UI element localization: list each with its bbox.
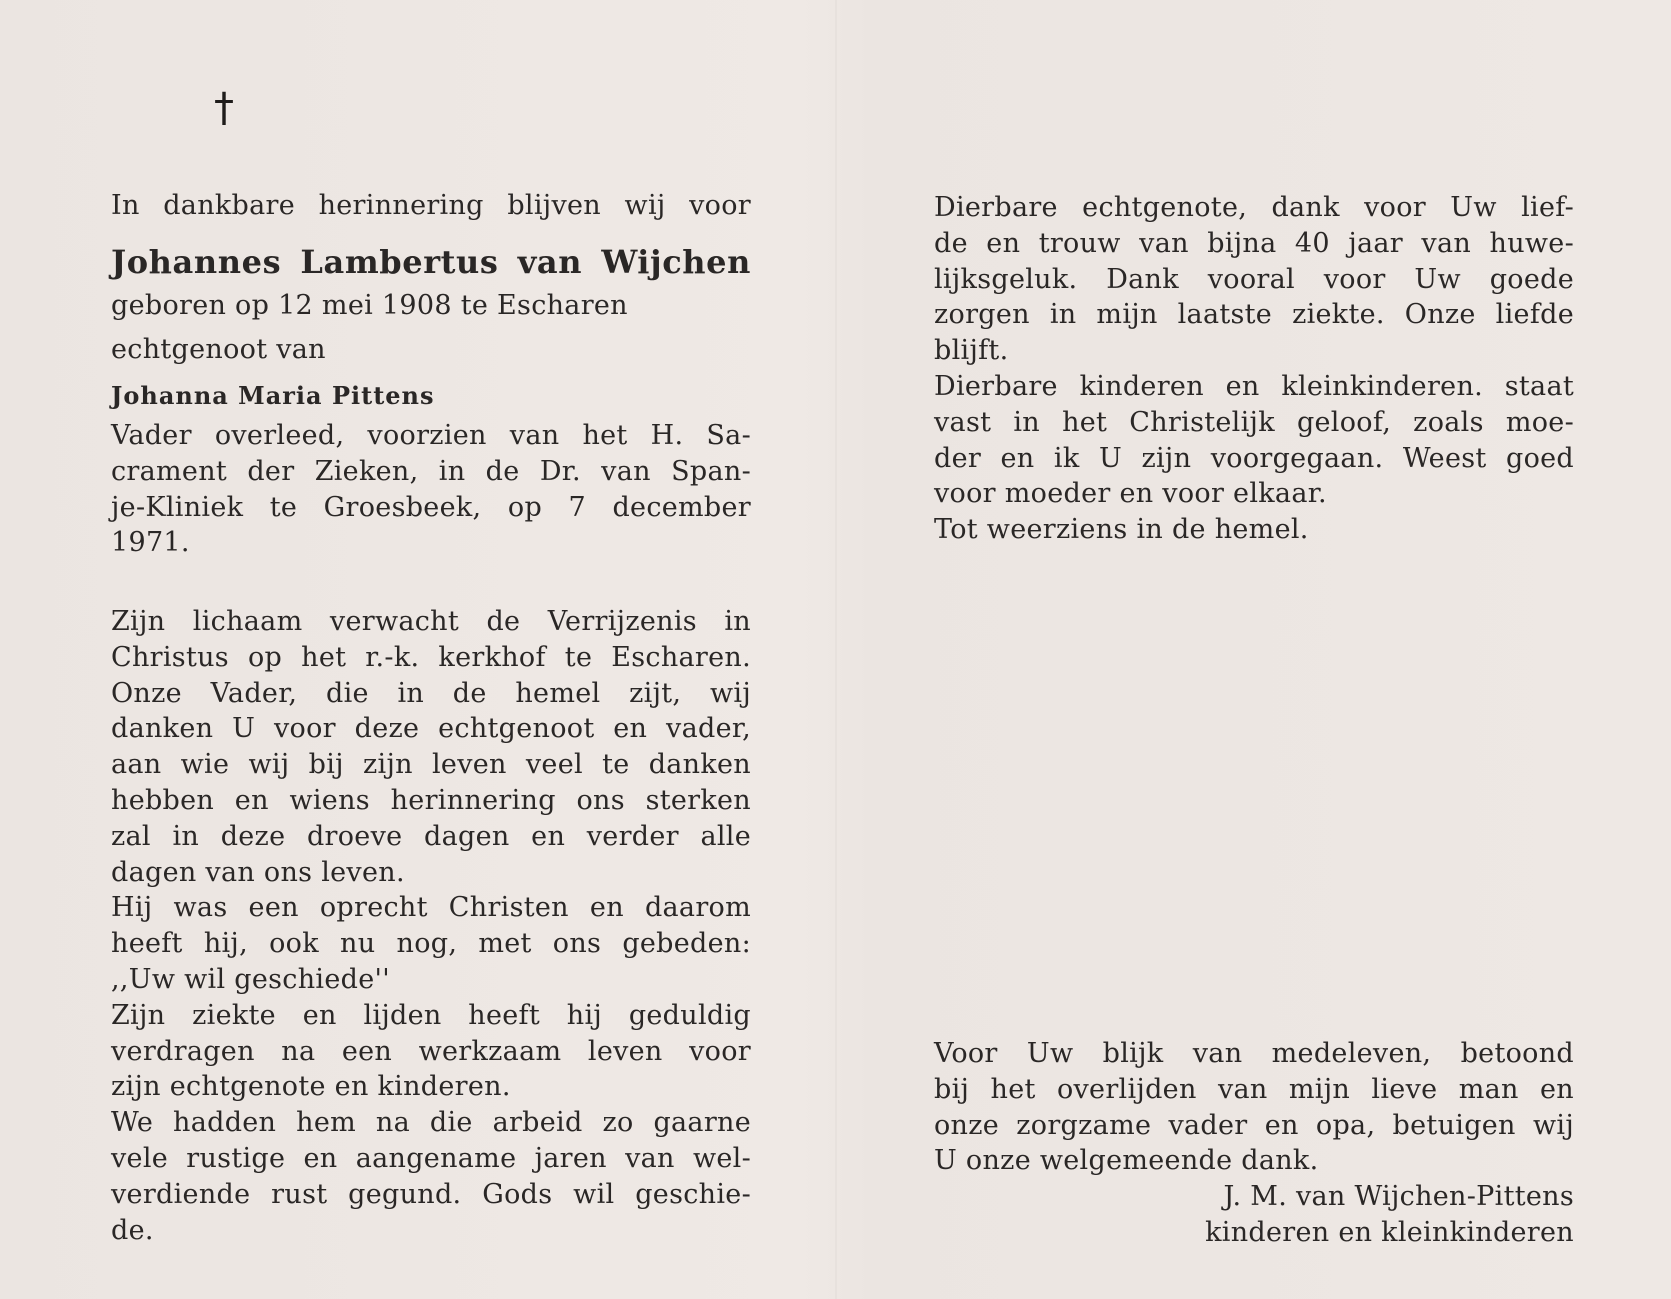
body-line: aan wie wij bij zijn leven veel te danken [111, 749, 751, 781]
cross-icon: † [214, 85, 234, 131]
death-line: 1971. [111, 527, 190, 559]
body-line: dagen van ons leven. [111, 856, 405, 888]
thanks-line: U onze welgemeende dank. [934, 1145, 1319, 1177]
body-line: Zijn ziekte en lijden heeft hij geduldig [111, 999, 751, 1031]
body-line: hebben en wiens herinnering ons sterken [111, 784, 751, 816]
body-line: Hij was een oprecht Christen en daarom [111, 892, 751, 924]
intro-line: In dankbare herinnering blijven wij voor [111, 190, 751, 221]
deceased-name: Johannes Lambertus van Wijchen [111, 243, 751, 281]
body-line: de. [111, 1214, 154, 1246]
body-line: heeft hij, ook nu nog, met ons gebeden: [111, 928, 751, 960]
body-line: zijn echtgenote en kinderen. [111, 1071, 511, 1103]
right-line: de en trouw van bijna 40 jaar van huwe- [934, 227, 1574, 259]
right-top-paragraph [934, 190, 1574, 548]
death-line: je-Kliniek te Groesbeek, op 7 december [111, 491, 751, 523]
deceased-name-block [111, 240, 751, 284]
birth-block [111, 288, 751, 324]
body-line: danken U voor deze echtgenoot en vader, [111, 713, 751, 745]
body-line: We hadden hem na die arbeid zo gaarne [111, 1107, 751, 1139]
death-paragraph [111, 418, 751, 561]
thanks-line: bij het overlijden van mijn lieve man en [934, 1073, 1574, 1105]
right-line: voor moeder en voor elkaar. [934, 478, 1327, 510]
spouse-prefix-block [111, 332, 751, 368]
body-paragraph [111, 604, 751, 1248]
thanks-paragraph [934, 1036, 1574, 1251]
body-line: verdiende rust gegund. Gods wil geschie- [111, 1178, 751, 1210]
right-line: der en ik U zijn voorgegaan. Weest goed [934, 442, 1574, 474]
birth-line: geboren op 12 mei 1908 te Escharen [111, 290, 628, 321]
right-line: Tot weerziens in de hemel. [934, 514, 1309, 546]
death-line: crament der Zieken, in de Dr. van Span- [111, 455, 751, 487]
body-line: verdragen na een werkzaam leven voor [111, 1035, 751, 1067]
body-line: zal in deze droeve dagen en verder alle [111, 820, 751, 852]
body-line: Zijn lichaam verwacht de Verrijzenis in [111, 606, 751, 637]
right-line: Dierbare echtgenote, dank voor Uw lief- [934, 192, 1574, 223]
right-line: Dierbare kinderen en kleinkinderen. staat [934, 370, 1574, 402]
spouse-prefix: echtgenoot van [111, 334, 326, 365]
right-line: lijksgeluk. Dank vooral voor Uw goede [934, 263, 1574, 295]
thanks-line: Voor Uw blijk van medeleven, betoond [934, 1038, 1574, 1069]
body-line: Onze Vader, die in de hemel zijt, wij [111, 677, 751, 709]
spouse-name-block [111, 377, 751, 415]
death-line: Vader overleed, voorzien van het H. Sa- [111, 420, 751, 451]
right-line: zorgen in mijn laatste ziekte. Onze liefde [934, 299, 1574, 331]
right-line: blijft. [934, 335, 1009, 367]
thanks-line: onze zorgzame vader en opa, betuigen wij [934, 1109, 1574, 1141]
right-line: vast in het Christelijk geloof, zoals moe- [934, 406, 1574, 438]
signature-name: J. M. van Wijchen-Pittens [1223, 1181, 1574, 1213]
card-fold [835, 0, 837, 1299]
body-line: vele rustige en aangename jaren van wel- [111, 1142, 751, 1174]
body-line: ,,Uw wil geschiede'' [111, 963, 390, 995]
left-intro-block [111, 188, 751, 224]
signature-family: kinderen en kleinkinderen [1205, 1216, 1574, 1248]
spouse-name: Johanna Maria Pittens [111, 381, 435, 410]
body-line: Christus op het r.-k. kerkhof te Escharen. [111, 641, 751, 673]
